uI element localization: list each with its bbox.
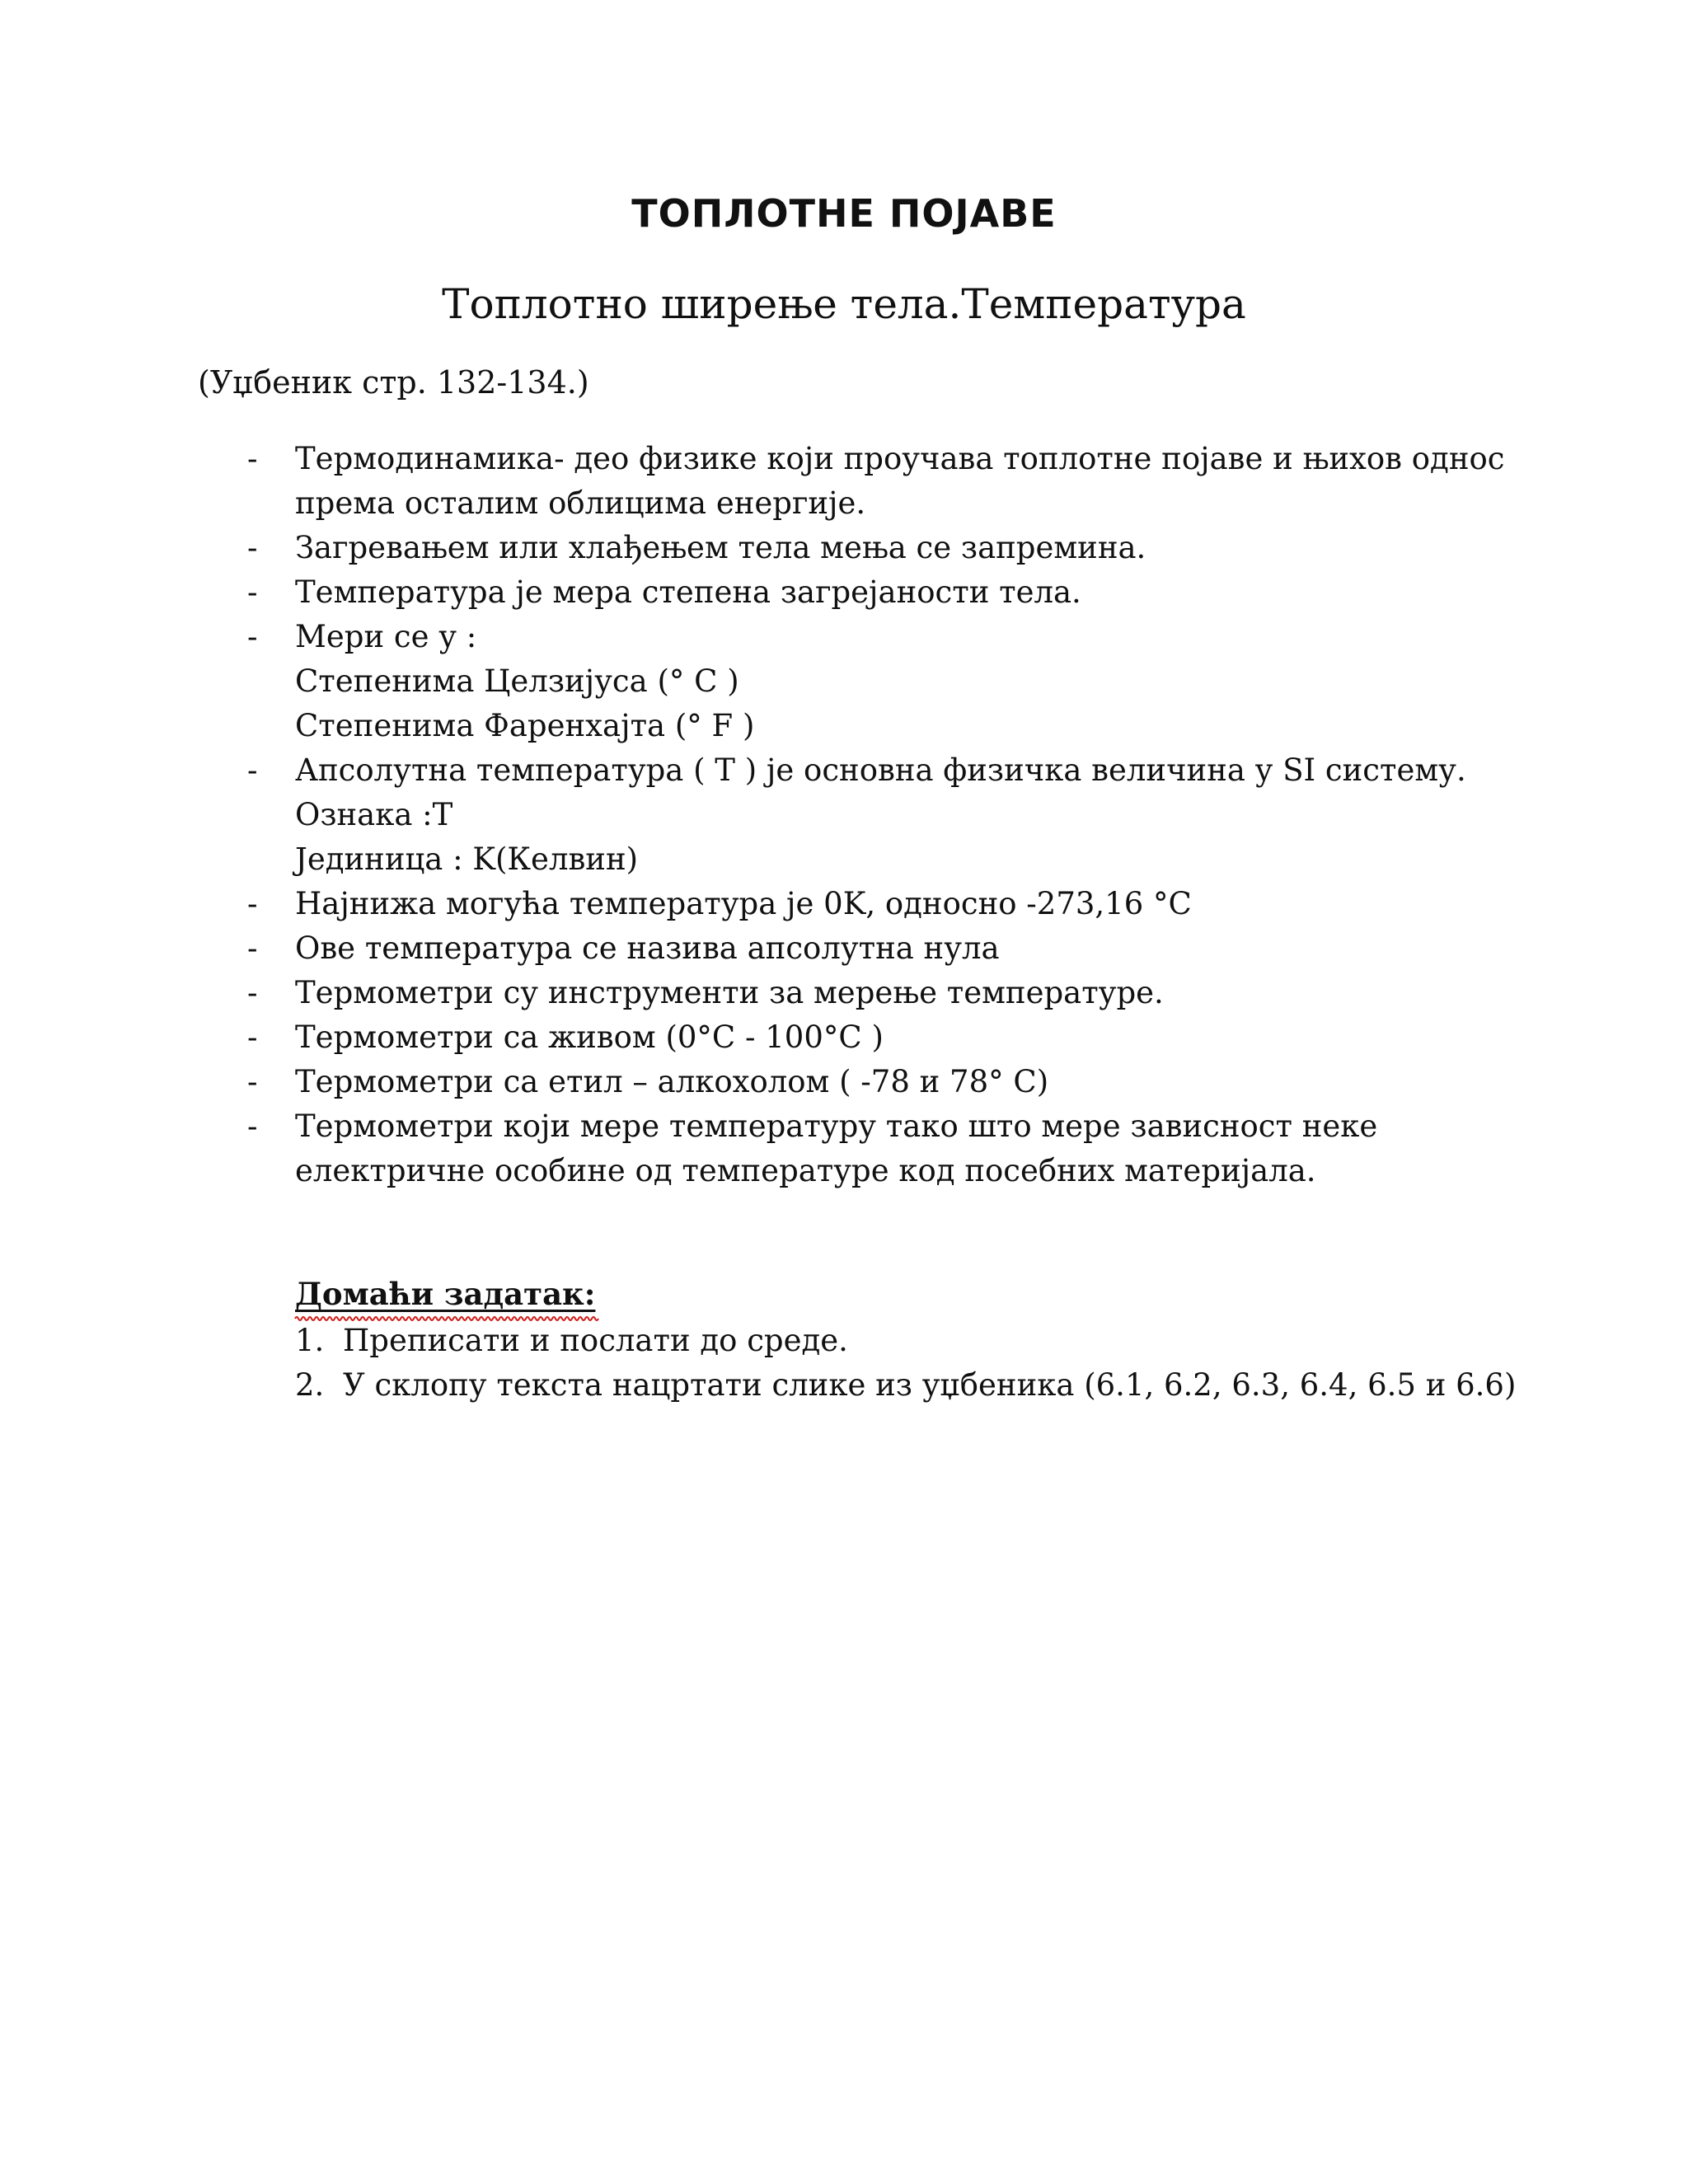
bullet-line: Најнижа могућа температура је 0K, односно -273,16 °C xyxy=(295,886,1192,921)
bullet-marker: - xyxy=(247,930,258,966)
bullet-line: Термометри са живом (0°C - 100°C ) xyxy=(295,1019,884,1055)
bullet-item xyxy=(247,748,1582,882)
bullet-item xyxy=(247,570,1582,615)
bullet-marker: - xyxy=(247,1019,258,1055)
bullet-line: Степенима Целзијуса (° C ) xyxy=(295,663,739,699)
bullet-marker: - xyxy=(247,1108,258,1144)
bullet-item xyxy=(247,1104,1582,1193)
bullet-list xyxy=(247,437,1582,1193)
bullet-item xyxy=(247,971,1582,1015)
bullet-line: електричне особине од температуре код посебних материјала. xyxy=(295,1153,1316,1188)
bullet-line: Загревањем или хлађењем тела мења се запремина. xyxy=(295,530,1146,565)
bullet-marker: - xyxy=(247,574,258,610)
homework-item xyxy=(295,1319,1614,1363)
bullet-line: Степенима Фаренхајта (° F ) xyxy=(295,708,755,743)
bullet-line: Ознака :T xyxy=(295,797,453,832)
bullet-line: Јединица : K(Келвин) xyxy=(295,841,639,877)
homework-item-number: 1. xyxy=(295,1323,325,1358)
homework-list xyxy=(295,1319,1614,1408)
textbook-reference: (Уџбеник стр. 132-134.) xyxy=(198,364,589,401)
bullet-line: Ове температура се назива апсолутна нула xyxy=(295,930,1000,966)
bullet-item xyxy=(247,526,1582,570)
bullet-item xyxy=(247,437,1582,526)
bullet-line: Термодинамика- део физике који проучава топлотне појаве и њихов однос xyxy=(295,441,1505,476)
bullet-marker: - xyxy=(247,886,258,921)
bullet-item xyxy=(247,1060,1582,1104)
bullet-line: Мери се у : xyxy=(295,619,477,654)
bullet-marker: - xyxy=(247,975,258,1010)
bullet-marker: - xyxy=(247,619,258,654)
bullet-item xyxy=(247,1015,1582,1060)
bullet-marker: - xyxy=(247,752,258,788)
document-title: ТОПЛОТНЕ ПОЈАВЕ xyxy=(631,191,1057,236)
homework-item-text: У склопу текста нацртати слике из уџбеника (6.1, 6.2, 6.3, 6.4, 6.5 и 6.6) xyxy=(343,1367,1517,1403)
bullet-marker: - xyxy=(247,441,258,476)
bullet-line: Термометри који мере температуру тако што мере зависност неке xyxy=(295,1108,1378,1144)
homework-item-number: 2. xyxy=(295,1367,325,1403)
bullet-item xyxy=(247,615,1582,748)
homework-title xyxy=(295,1276,595,1312)
homework-item-text: Преписати и послати до среде. xyxy=(343,1323,848,1358)
bullet-line: Температура је мера степена загрејаности тела. xyxy=(295,574,1081,610)
bullet-line: Термометри су инструменти за мерење температуре. xyxy=(295,975,1164,1010)
document-subtitle: Топлотно ширење тела.Температура xyxy=(442,280,1246,328)
bullet-line: Термометри са етил – алкохолом ( -78 и 78° C) xyxy=(295,1064,1049,1099)
bullet-marker: - xyxy=(247,530,258,565)
bullet-marker: - xyxy=(247,1064,258,1099)
homework-item xyxy=(295,1363,1614,1408)
bullet-item xyxy=(247,882,1582,926)
bullet-line: према осталим облицима енергије. xyxy=(295,485,866,521)
bullet-item xyxy=(247,926,1582,971)
bullet-line: Апсолутна температура ( T ) је основна физичка величина у SI систему. xyxy=(295,752,1466,788)
homework-title-text: Домаћи задатак: xyxy=(295,1276,596,1312)
